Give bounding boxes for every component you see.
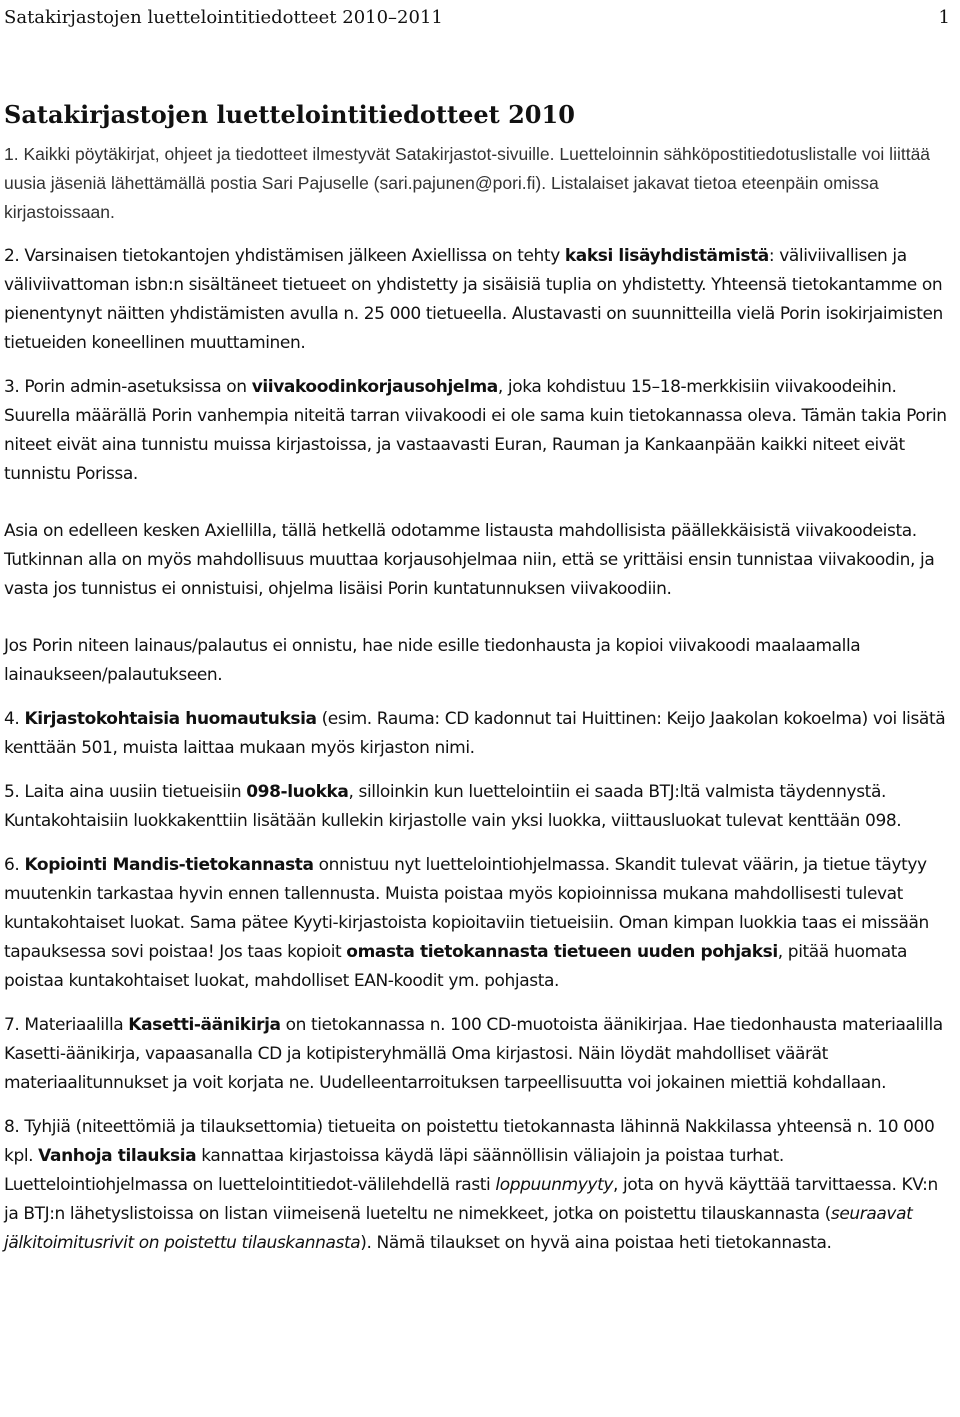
item-2-bold: kaksi lisäyhdistämistä: [564, 246, 769, 266]
item-2-text-a: 2. Varsinaisen tietokantojen yhdistämisen jälkeen Axiellissa on tehty: [4, 246, 565, 266]
item-4-bold: Kirjastokohtaisia huomautuksia: [24, 709, 317, 729]
document-body: [4, 140, 950, 1258]
item-1-text: 1. Kaikki pöytäkirjat, ohjeet ja tiedotteet ilmestyvät Satakirjastot-sivuille. Luetteloinnin sähköpostitiedotuslistalle voi liittää uusia jäseniä lähettämällä postia Sari Pajuselle (sari.pajunen@pori.fi). Listalaiset jakavat tietoa eteenpäin omissa kirjastoissaan.: [4, 144, 931, 222]
item-6-text-a: 6.: [4, 855, 25, 875]
item-4-paragraph: [4, 705, 950, 763]
item-3-followup-text: Asia on edelleen kesken Axiellilla, tällä hetkellä odotamme listausta mahdollisista päällekkäisistä viivakoodeista. Tutkinnan alla on myös mahdollisuus muuttaa korjausohjelmaa niin, että se yrittäisi ensin tunnistaa viivakoodin, ja vasta jos tunnistus ei onnistuisi, ohjelma lisäisi Porin kuntatunnuksen viivakoodiin.: [4, 521, 935, 599]
item-8-text-b: kannattaa kirjastoissa käydä läpi säännöllisin väliajoin ja poistaa turhat. Luettelointiohjelmassa on luettelointitiedot-välilehdellä rasti: [4, 1146, 784, 1195]
item-7-bold: Kasetti-äänikirja: [128, 1015, 281, 1035]
document-title: Satakirjastojen luettelointitiedotteet 2010: [4, 100, 575, 129]
item-6-text-b: onnistuu nyt luettelointiohjelmassa. Skandit tulevat väärin, ja tietue täytyy muutenkin tarkastaa hyvin ennen tallennusta. Muista poistaa myös kopioinnissa mukana mahdollisesti tulevat kuntakohtaiset luokat. Sama pätee Kyyti-kirjastoista kopioitaviin tietueisiin. Oman kimpan luokkia taas ei missään tapauksessa sovi poistaa! Jos taas kopioit: [4, 855, 929, 962]
item-3-followup-paragraph: [4, 517, 950, 604]
running-header: [4, 6, 956, 30]
item-3-instruction-text: Jos Porin niteen lainaus/palautus ei onnistu, hae nide esille tiedonhausta ja kopioi viivakoodi maalaamalla lainaukseen/palautukseen.: [4, 636, 861, 685]
item-5-text-b: , silloinkin kun luettelointiin ei saada BTJ:ltä valmista täydennystä. Kuntakohtaisiin luokkakenttiin lisätään kullekin kirjastolle vain yksi luokka, viittausluokat tulevat kenttään 098.: [4, 782, 902, 831]
page-number: 1: [938, 7, 950, 28]
item-7-paragraph: [4, 1011, 950, 1098]
item-3-text-a: 3. Porin admin-asetuksissa on: [4, 377, 252, 397]
item-6-paragraph: [4, 851, 950, 996]
item-8-paragraph: [4, 1113, 950, 1258]
item-8-text-c: , jota on hyvä käyttää tarvittaessa. KV:n ja BTJ:n lähetyslistoissa on listan viimeisenä lueteltu ne nimekkeet, jotka on poistettu tilauskannasta (: [4, 1175, 938, 1224]
item-7-text-a: 7. Materiaalilla: [4, 1015, 129, 1035]
item-2-text-b: : väliviivallisen ja väliviivattoman isbn:n sisältäneet tietueet on yhdistetty ja sisäisiä tuplia on yhdistetty. Yhteensä tietokantamme on pienentynyt näitten yhdistämisten avulla n. 25 000 tietueella. Alustavasti on suunnitteilla vielä Porin isokirjaimisten tietueiden koneellinen muuttaminen.: [4, 246, 943, 353]
item-4-text-a: 4.: [4, 709, 25, 729]
item-6-bold-b: omasta tietokannasta tietueen uuden pohjaksi: [346, 942, 778, 962]
item-8-text-d: ). Nämä tilaukset on hyvä aina poistaa heti tietokannasta.: [360, 1233, 832, 1253]
item-3-bold: viivakoodinkorjausohjelma: [251, 377, 498, 397]
item-3-text-b: , joka kohdistuu 15–18-merkkisiin viivakoodeihin. Suurella määrällä Porin vanhempia niteitä tarran viivakoodi ei ole sama kuin tietokannassa oleva. Tämän takia Porin niteet eivät aina tunnistu muissa kirjastoissa, ja vastaavasti Euran, Rauman ja Kankaanpään kaikki niteet eivät tunnistu Porissa.: [4, 377, 947, 484]
item-8-italic-a: loppuunmyyty: [495, 1175, 614, 1195]
item-6-text-c: , pitää huomata poistaa kuntakohtaiset luokat, mahdolliset EAN-koodit ym. pohjasta.: [4, 942, 908, 991]
item-4-text-b: (esim. Rauma: CD kadonnut tai Huittinen: Keijo Jaakolan kokoelma) voi lisätä kenttään 501, muista laittaa mukaan myös kirjaston nimi.: [4, 709, 946, 758]
item-8-text-a: 8. Tyhjiä (niteettömiä ja tilauksettomia) tietueita on poistettu tietokannasta lähinnä Nakkilassa yhteensä n. 10 000 kpl.: [4, 1117, 935, 1166]
item-7-text-b: on tietokannassa n. 100 CD-muotoista äänikirjaa. Hae tiedonhausta materiaalilla Kasetti-äänikirja, vapaasanalla CD ja kotipisteryhmällä Oma kirjastosi. Näin löydät mahdolliset väärät materiaalitunnukset ja voit korjata ne. Uudelleentarroituksen tarpeellisuutta voi jokainen miettiä kohdallaan.: [4, 1015, 943, 1093]
item-1-paragraph: [4, 140, 950, 227]
item-8-italic-b: seuraavat jälkitoimitusrivit on poistettu tilauskannasta: [4, 1204, 913, 1253]
item-5-bold: 098-luokka: [246, 782, 349, 802]
item-3-paragraph: [4, 373, 950, 489]
item-2-paragraph: [4, 242, 950, 358]
item-6-bold-a: Kopiointi Mandis-tietokannasta: [24, 855, 314, 875]
item-8-bold: Vanhoja tilauksia: [38, 1146, 197, 1166]
item-5-text-a: 5. Laita aina uusiin tietueisiin: [4, 782, 247, 802]
running-title: Satakirjastojen luettelointitiedotteet 2010–2011: [4, 7, 443, 28]
item-3-instruction-paragraph: [4, 632, 950, 690]
item-5-paragraph: [4, 778, 950, 836]
